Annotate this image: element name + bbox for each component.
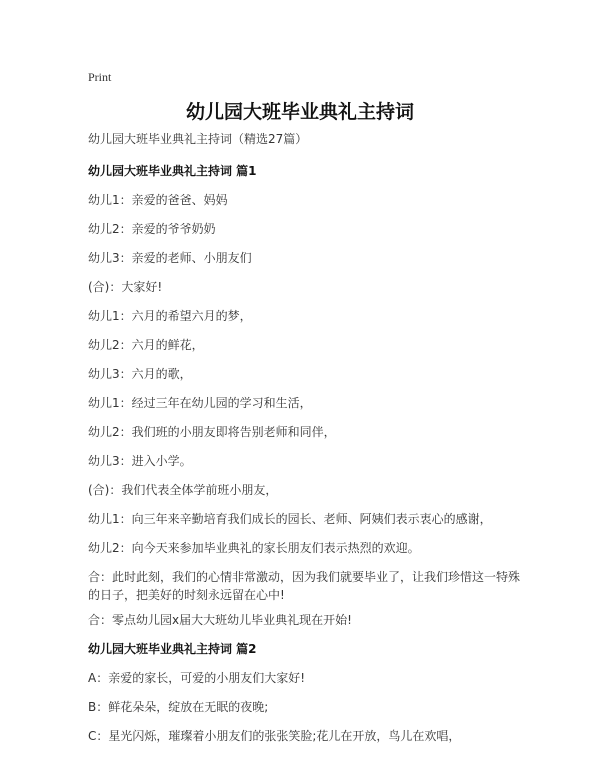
paragraph: 幼儿3：亲爱的老师、小朋友们: [88, 251, 252, 265]
paragraph: 幼儿2：我们班的小朋友即将告别老师和同伴，: [88, 425, 336, 439]
paragraph: 幼儿1：经过三年在幼儿园的学习和生活，: [88, 396, 312, 410]
paragraph: 幼儿2：亲爱的爷爷奶奶: [88, 222, 216, 236]
paragraph: (合)：我们代表全体学前班小朋友，: [88, 483, 278, 497]
document-title: 幼儿园大班毕业典礼主持词: [185, 101, 414, 123]
paragraph: A：亲爱的家长，可爱的小朋友们大家好!: [88, 671, 306, 685]
paragraph: 合：零点幼儿园x届大大班幼儿毕业典礼现在开始!: [88, 613, 352, 627]
paragraph: 幼儿2：六月的鲜花，: [88, 338, 204, 352]
document-body: [88, 130, 528, 756]
paragraph: 幼儿2：向今天来参加毕业典礼的家长朋友们表示热烈的欢迎。: [88, 541, 420, 555]
paragraph: 幼儿1：六月的希望六月的梦，: [88, 309, 252, 323]
paragraph: 幼儿3：进入小学。: [88, 454, 192, 468]
paragraph: 幼儿3：六月的歌，: [88, 367, 192, 381]
section-heading: 幼儿园大班毕业典礼主持词 篇2: [88, 642, 257, 656]
paragraph: 合：此时此刻，我们的心情非常激动，因为我们就要毕业了，让我们珍惜这一特殊的日子，把美好的时刻永远留在心中!: [88, 570, 521, 602]
paragraph: 幼儿1：向三年来辛勤培育我们成长的园长、老师、阿姨们表示衷心的感谢，: [88, 512, 492, 526]
print-label: Print: [88, 70, 112, 84]
paragraph: (合)：大家好!: [88, 280, 163, 294]
document-subtitle: 幼儿园大班毕业典礼主持词（精选27篇）: [88, 132, 308, 146]
section-heading: 幼儿园大班毕业典礼主持词 篇1: [88, 164, 257, 178]
paragraph: C：星光闪烁，璀璨着小朋友们的张张笑脸;花儿在开放，鸟儿在欢唱，: [88, 729, 461, 743]
paragraph: 幼儿1：亲爱的爸爸、妈妈: [88, 193, 228, 207]
paragraph: B：鲜花朵朵，绽放在无眠的夜晚;: [88, 700, 269, 714]
